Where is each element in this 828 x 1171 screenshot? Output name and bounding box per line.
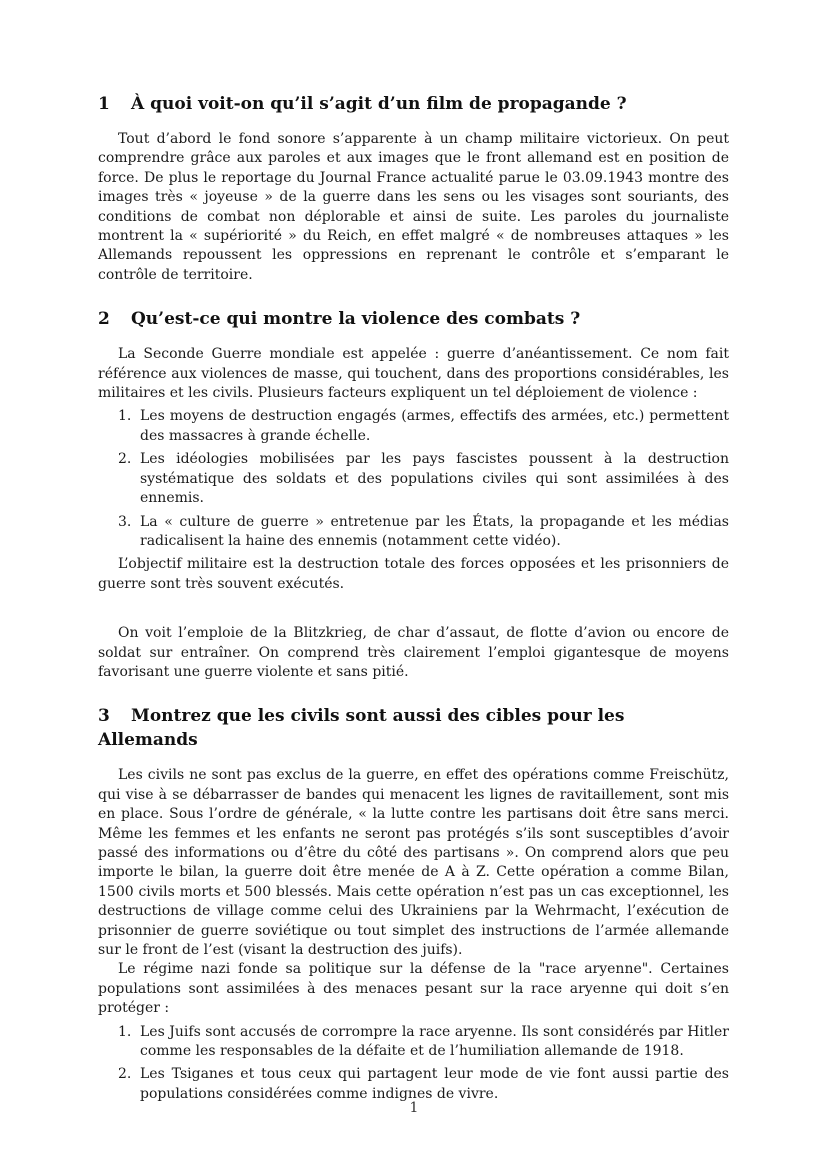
- section-heading: [98, 307, 729, 331]
- list-text: Les Juifs sont accusés de corrompre la race aryenne. Ils sont considérés par Hitler comme les responsables de la défaite et de l’humiliation allemande de 1918.: [140, 1023, 729, 1060]
- numbered-list: [98, 407, 729, 551]
- section-3: [98, 704, 729, 1104]
- paragraph: Tout d’abord le fond sonore s’apparente à un champ militaire victorieux. On peut comprendre grâce aux paroles et aux images que le front allemand est en position de force. De plus le reportage du Journal France actualité parue le 03.09.1943 montre des images très « joyeuse » de la guerre dans les sens ou les visages sont souriants, des conditions de combat non déplorable et ainsi de suite. Les paroles du journaliste montrent la « supériorité » du Reich, en effet malgré « de nombreuses attaques » les Allemands repoussent les oppressions en reprenant le contrôle et s’emparant le contrôle de territoire.: [98, 131, 729, 283]
- paragraph: L’objectif militaire est la destruction totale des forces opposées et les prisonniers de guerre sont très souvent exécutés.: [98, 556, 729, 592]
- section-title: Montrez que les civils sont aussi des cibles pour les Allemands: [98, 706, 625, 751]
- numbered-list: [98, 1023, 729, 1105]
- list-item: [98, 407, 729, 446]
- document-page: [98, 92, 729, 1108]
- section-number: 1: [98, 94, 110, 114]
- list-number: 1.: [118, 408, 132, 425]
- paragraph: On voit l’emploie de la Blitzkrieg, de char d’assaut, de flotte d’avion ou encore de soldat sur entraîner. On comprend très clairement l’emploi gigantesque de moyens favorisant une guerre violente et sans pitié.: [98, 625, 729, 680]
- list-number: 3.: [118, 513, 132, 530]
- paragraph: Les civils ne sont pas exclus de la guerre, en effet des opérations comme Freischütz, qui vise à se débarrasser de bandes qui menacent les lignes de ravitaillement, sont mis en place. Sous l’ordre de générale, « la lutte contre les partisans doit être sans merci. Même les femmes et les enfants ne seront pas protégés s’ils sont susceptibles d’avoir passé des informations ou d’être du côté des partisans ». On comprend alors que peu importe le bilan, la guerre doit être menée de A à Z. Cette opération a comme Bilan, 1500 civils morts et 500 blessés. Mais cette opération n’est pas un cas exceptionnel, les destructions de village comme celui des Ukrainiens par la Wehrmacht, l’exécution de prisonnier de guerre soviétique ou tout simplet des instructions de l’armée allemande sur le front de l’est (visant la destruction des juifs).: [98, 767, 729, 958]
- list-item: [98, 450, 729, 508]
- page-number: 1: [409, 1100, 419, 1116]
- section-heading: [98, 92, 729, 116]
- section-title: Qu’est-ce qui montre la violence des combats ?: [131, 309, 581, 330]
- list-item: [98, 1023, 729, 1062]
- section-title: À quoi voit-on qu’il s’agit d’un film de propagande ?: [131, 94, 627, 114]
- list-number: 2.: [118, 451, 132, 468]
- section-number: 2: [98, 309, 110, 330]
- list-number: 2.: [118, 1066, 132, 1083]
- list-item: [98, 1065, 729, 1104]
- paragraph: La Seconde Guerre mondiale est appelée : guerre d’anéantissement. Ce nom fait référence aux violences de masse, qui touchent, dans des proportions considérables, les militaires et les civils. Plusieurs facteurs expliquent un tel déploiement de violence :: [98, 346, 729, 402]
- list-item: [98, 513, 729, 552]
- paragraph: Le régime nazi fonde sa politique sur la défense de la "race aryenne". Certaines populations sont assimilées à des menaces pesant sur la race aryenne qui doit s’en protéger :: [98, 961, 729, 1017]
- list-text: Les idéologies mobilisées par les pays fascistes poussent à la destruction systématique des soldats et des populations civiles qui sont assimilées à des ennemis.: [140, 451, 729, 507]
- list-text: La « culture de guerre » entretenue par les États, la propagande et les médias radicalisent la haine des ennemis (notamment cette vidéo).: [140, 513, 729, 549]
- section-1: [98, 92, 729, 285]
- list-number: 1.: [118, 1023, 132, 1040]
- list-text: Les moyens de destruction engagés (armes, effectifs des armées, etc.) permettent des massacres à grande échelle.: [140, 408, 729, 444]
- list-text: Les Tsiganes et tous ceux qui partagent leur mode de vie font aussi partie des populations considérées comme indignes de vivre.: [140, 1066, 729, 1102]
- section-heading: [98, 704, 729, 752]
- section-2: [98, 307, 729, 682]
- section-number: 3: [98, 706, 110, 727]
